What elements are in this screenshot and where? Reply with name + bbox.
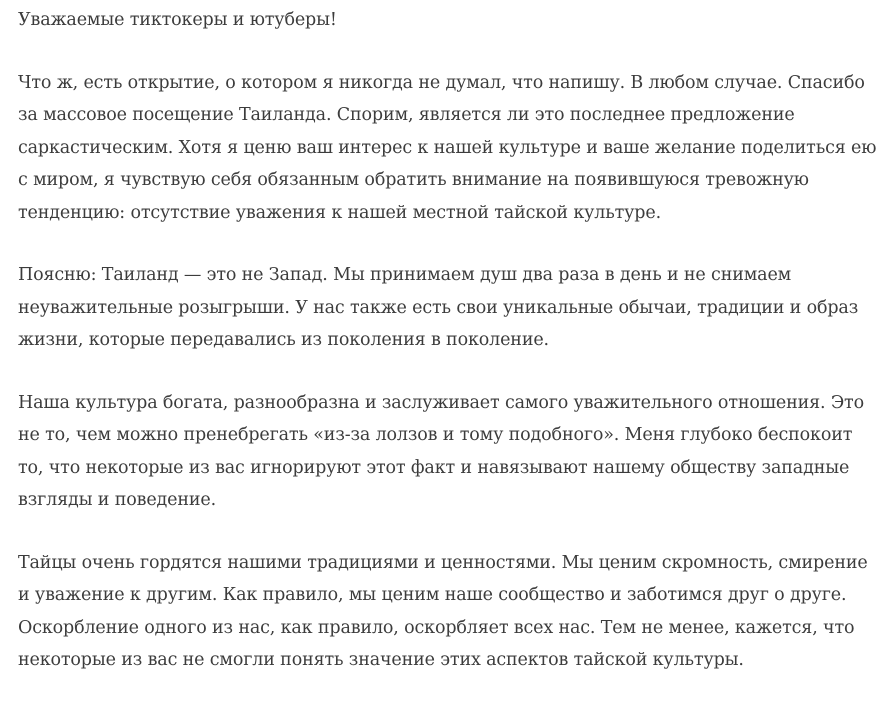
paragraph-culture: Наша культура богата, разнообразна и заслуживает самого уважительного отношения. Это не то, чем можно пренебрегать «из-за лолзов и тому подобного». Меня глубоко беспокоит то, что некоторые из вас игнорируют этот факт и навязывают нашему обществу западные взгляды и поведение. xyxy=(18,392,864,510)
paragraph-clarification: Поясню: Таиланд — это не Запад. Мы принимаем душ два раза в день и не снимаем неуважительные розыгрыши. У нас также есть свои уникальные обычаи, традиции и образ жизни, которые передавались из поколения в поколение. xyxy=(18,265,859,350)
paragraph-intro: Что ж, есть открытие, о котором я никогда не думал, что напишу. В любом случае. Спасибо за массовое посещение Таиланда. Спорим, является ли это последнее предложение саркастическим. Хотя я ценю ваш интерес к нашей культуре и ваше желание поделиться ею с миром, я чувствую себя обязанным обратить внимание на появившуюся тревожную тенденцию: отсутствие уважения к нашей местной тайской культуре. xyxy=(18,72,877,223)
greeting: Уважаемые тиктокеры и ютуберы! xyxy=(18,10,337,30)
letter-body xyxy=(18,4,880,707)
paragraph-values: Тайцы очень гордятся нашими традициями и ценностями. Мы ценим скромность, смирение и уважение к другим. Как правило, мы ценим наше сообщество и заботимся друг о друге. Оскорбление одного из нас, как правило, оскорбляет всех нас. Тем не менее, кажется, что некоторые из вас не смогли понять значение этих аспектов тайской культуры. xyxy=(18,552,868,670)
